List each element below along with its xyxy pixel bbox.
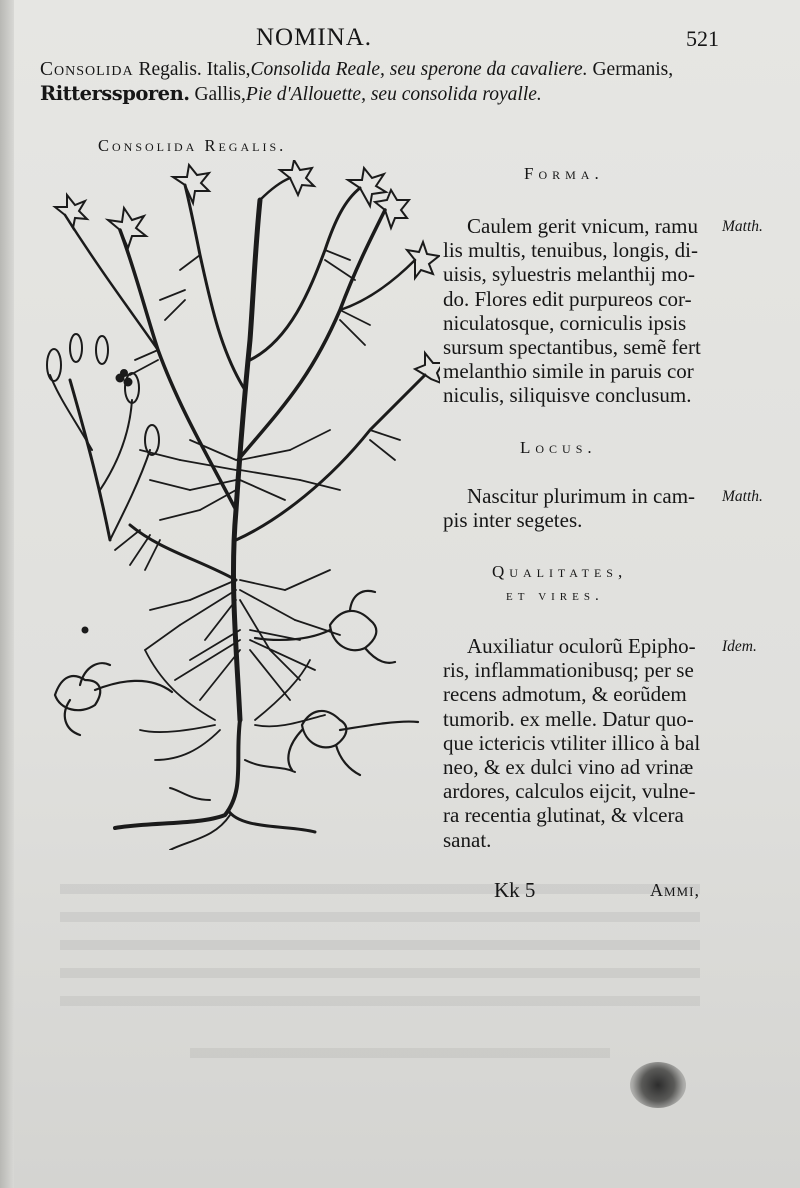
margin-note-idem: Idem. xyxy=(722,638,757,655)
section-subheading-vires: et vires. xyxy=(506,588,604,604)
locus-text: Nascitur plurimum in cam- pis inter segetes. xyxy=(443,484,696,533)
nomenclature-line-2: Ritterssporen. Gallis,Pie d'Allouette, seu consolida royalle. xyxy=(40,82,542,105)
german-name: Ritterssporen. xyxy=(40,82,190,105)
page-number: 521 xyxy=(686,26,719,51)
bleed-through xyxy=(190,1048,610,1058)
figure-caption: Consolida Regalis. xyxy=(98,136,287,155)
section-heading-locus: Locus. xyxy=(520,438,597,457)
bleed-through xyxy=(60,940,700,950)
plant-name: Consolida xyxy=(40,59,134,80)
margin-note-matth: Matth. xyxy=(722,488,763,505)
running-head: NOMINA. xyxy=(256,24,373,51)
nomenclature-line-1: Consolida Regalis. Italis,Consolida Reale, seu sperone da cavaliere. Germanis, xyxy=(40,59,674,80)
bleed-through xyxy=(60,884,700,894)
bleed-through xyxy=(60,996,700,1006)
margin-note-matth: Matth. xyxy=(722,218,763,235)
qualitates-text: Auxiliatur oculorũ Epipho- ris, inflammationibusq; per se recens admotum, & eorũdem tumorib. ex melle. Datur quo- que ictericis vtiliter illico à bal neo, & ex dulci vino ad vrinæ ardores, calculos eijcit, vulne- ra recentia glutinat, & vlcera sanat. xyxy=(443,634,701,852)
bleed-through xyxy=(60,968,700,978)
section-heading-qualitates: Qualitates, xyxy=(492,562,628,581)
catchword: Ammi, xyxy=(650,880,700,900)
section-heading-forma: Forma. xyxy=(524,164,604,183)
ink-stain xyxy=(630,1062,686,1108)
nomenclature xyxy=(40,58,673,107)
bleed-through xyxy=(60,912,700,922)
larkspur-plant-icon xyxy=(40,160,440,850)
forma-text: Caulem gerit vnicum, ramu lis multis, tenuibus, longis, di- uisis, syluestris melanthij mo- do. Flores edit purpureos cor- niculatosque, corniculis ipsis sursum spectantibus, semẽ fert melanthio simile in paruis cor niculis, siliquisve conclusum. xyxy=(443,214,701,408)
page-gutter-shadow xyxy=(0,0,14,1188)
signature-mark: Kk 5 xyxy=(494,878,536,902)
